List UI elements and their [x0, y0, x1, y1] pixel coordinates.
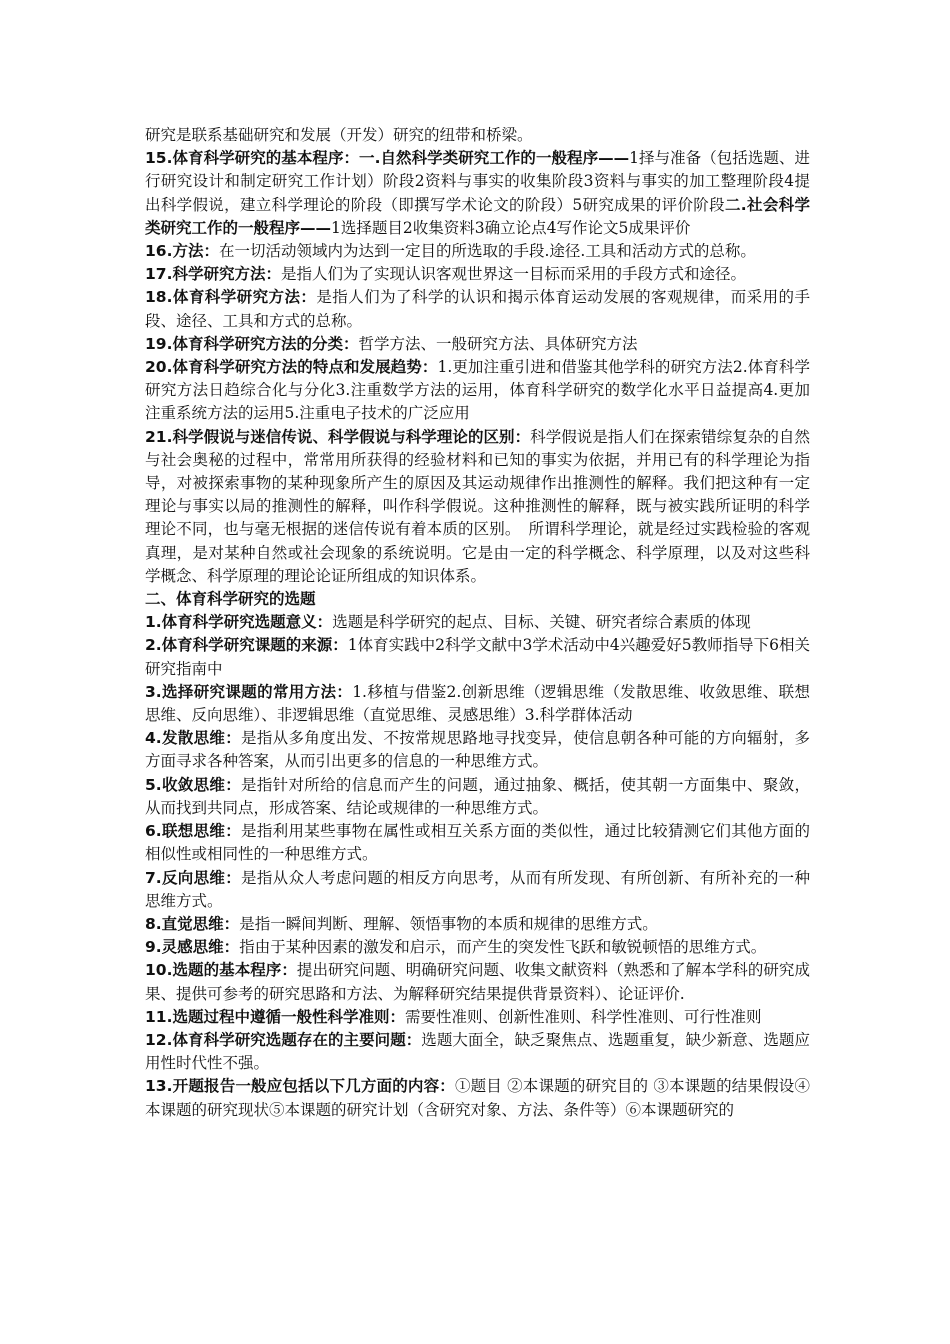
paragraph-body: 选题是科学研究的起点、目标、关键、研究者综合素质的体现 [332, 613, 751, 632]
paragraph-s2 [145, 634, 810, 680]
paragraph-body: 需要性准则、创新性准则、科学性准则、可行性准则 [404, 1007, 762, 1026]
paragraph-title: 15.体育科学研究的基本程序：一.自然科学类研究工作的一般程序—— [145, 149, 630, 168]
paragraph-title: 7.反向思维： [145, 868, 242, 887]
paragraph-body: 是指一瞬间判断、理解、领悟事物的本质和规律的思维方式。 [239, 914, 658, 933]
paragraph-title: 4.发散思维： [145, 729, 242, 748]
paragraph-title-2: 二.社会科学类研究工作的一般程序—— [145, 195, 810, 237]
paragraph-title: 19.体育科学研究方法的分类： [145, 334, 359, 353]
paragraph-title: 20.体育科学研究方法的特点和发展趋势： [145, 358, 438, 377]
section-title: 二、体育科学研究的选题 [145, 590, 316, 609]
paragraph-s13 [145, 1075, 810, 1121]
paragraph-body: 1体育实践中2科学文献中3学术活动中4兴趣爱好5教师指导下6相关研究指南中 [145, 636, 810, 678]
paragraph-body: 是指针对所给的信息而产生的问题，通过抽象、概括，使其朝一方面集中、聚敛，从而找到共同点，形成答案、结论或规律的一种思维方式。 [145, 775, 810, 817]
paragraph-s4 [145, 727, 810, 773]
paragraph-s6 [145, 820, 810, 866]
paragraph-s10 [145, 959, 810, 1005]
paragraph-20 [145, 356, 810, 426]
paragraph-body: 是指人们为了科学的认识和揭示体育运动发展的客观规律，而采用的手段、途径、工具和方式的总称。 [145, 288, 810, 330]
paragraph-title: 18.体育科学研究方法： [145, 288, 317, 307]
paragraph-15 [145, 147, 810, 240]
paragraph-body: 是指人们为了实现认识客观世界这一目标而采用的手段方式和途径。 [280, 265, 746, 284]
section-heading [145, 588, 810, 611]
paragraph-s12 [145, 1029, 810, 1075]
paragraph-s5 [145, 774, 810, 820]
paragraph-title: 8.直觉思维： [145, 914, 240, 933]
paragraph-21 [145, 426, 810, 588]
paragraph-body: 在一切活动领域内为达到一定目的所选取的手段.途径.工具和活动方式的总称。 [218, 242, 756, 261]
paragraph-s9 [145, 936, 810, 959]
paragraph-title: 16.方法： [145, 242, 219, 261]
paragraph-intro [145, 124, 810, 147]
paragraph-19 [145, 333, 810, 356]
paragraph-body: 研究是联系基础研究和发展（开发）研究的纽带和桥梁。 [145, 126, 533, 144]
paragraph-title: 13.开题报告一般应包括以下几方面的内容： [145, 1077, 455, 1096]
paragraph-body: 选题大面全，缺乏聚焦点、选题重复，缺少新意、选题应用性时代性不强。 [145, 1030, 810, 1073]
paragraph-title: 9.灵感思维： [145, 938, 240, 957]
paragraph-body: 是指从众人考虑问题的相反方向思考，从而有所发现、有所创新、有所补充的一种思维方式。 [145, 868, 810, 910]
paragraph-body: 1.移植与借鉴2.创新思维（逻辑思维（发散思维、收敛思维、联想思维、反向思维）、非逻辑思维（直觉思维、灵感思维）3.科学群体活动 [145, 682, 810, 725]
paragraph-body: 是指利用某些事物在属性或相互关系方面的类似性，通过比较猜测它们其他方面的相似性或相同性的一种思维方式。 [145, 822, 810, 864]
paragraph-s11 [145, 1006, 810, 1029]
paragraph-body: 哲学方法、一般研究方法、具体研究方法 [358, 334, 638, 353]
paragraph-title: 10.选题的基本程序： [145, 961, 297, 980]
paragraph-title: 11.选题过程中遵循一般性科学准则： [145, 1007, 405, 1026]
paragraph-title: 3.选择研究课题的常用方法： [145, 682, 353, 701]
paragraph-title: 12.体育科学研究选题存在的主要问题： [145, 1030, 422, 1049]
paragraph-title: 6.联想思维： [145, 822, 242, 841]
paragraph-s8 [145, 913, 810, 936]
paragraph-title: 21.科学假说与迷信传说、科学假说与科学理论的区别： [145, 427, 531, 446]
paragraph-s1 [145, 611, 810, 634]
paragraph-16 [145, 240, 810, 263]
paragraph-title: 5.收敛思维： [145, 775, 242, 794]
paragraph-title: 2.体育科学研究课题的来源： [145, 636, 348, 655]
paragraph-body: 1择与准备（包括选题、进行研究设计和制定研究工作计划）阶段2资料与事实的收集阶段3资料与事实的加工整理阶段4提出科学假说，建立科学理论的阶段（即撰写学术论文的阶段）5研究成果的评价阶段 [145, 149, 810, 214]
paragraph-body: 科学假说是指人们在探索错综复杂的自然与社会奥秘的过程中，常常用所获得的经验材料和已知的事实为依据，并用已有的科学理论为指导，对被探索事物的某种现象所产生的原因及其运动规律作出推测性的解释。我们把这种有一定理论与事实以局的推测性的解释，叫作科学假说。这种推测性的解释，既与被实践所证明的科学理论不同，也与毫无根据的迷信传说有着本质的区别。 所谓科学理论，就是经过实践检验的客观真理，是对某种自然或社会现象的系统说明。它是由一定的科学概念、科学原理，以及对这些科学概念、科学原理的理论论证所组成的知识体系。 [145, 427, 810, 585]
paragraph-18 [145, 286, 810, 332]
paragraph-body: ①题目 ②本课题的研究目的 ③本课题的结果假设④本课题的研究现状⑤本课题的研究计划（含研究对象、方法、条件等）⑥本课题研究的 [145, 1077, 810, 1119]
paragraph-s7 [145, 867, 810, 913]
paragraph-body: 指由于某种因素的激发和启示，而产生的突发性飞跃和敏锐顿悟的思维方式。 [239, 938, 767, 957]
document-page [145, 124, 810, 1122]
paragraph-body: 是指从多角度出发、不按常规思路地寻找变异，使信息朝各种可能的方向辐射，多方面寻求各种答案，从而引出更多的信息的一种思维方式。 [145, 729, 810, 771]
paragraph-17 [145, 263, 810, 286]
paragraph-title: 1.体育科学研究选题意义： [145, 613, 333, 632]
paragraph-title: 17.科学研究方法： [145, 265, 281, 284]
paragraph-body: 1.更加注重引进和借鉴其他学科的研究方法2.体育科学研究方法日趋综合化与分化3.注重数学方法的运用，体育科学研究的数学化水平日益提高4.更加注重系统方法的运用5.注重电子技术的广泛应用 [145, 358, 810, 423]
paragraph-body-2: 1选择题目2收集资料3确立论点4写作论文5成果评价 [331, 218, 691, 237]
paragraph-s3 [145, 681, 810, 727]
paragraph-body: 提出研究问题、明确研究问题、收集文献资料（熟悉和了解本学科的研究成果、提供可参考的研究思路和方法、为解释研究结果提供背景资料）、论证评价. [145, 961, 810, 1003]
